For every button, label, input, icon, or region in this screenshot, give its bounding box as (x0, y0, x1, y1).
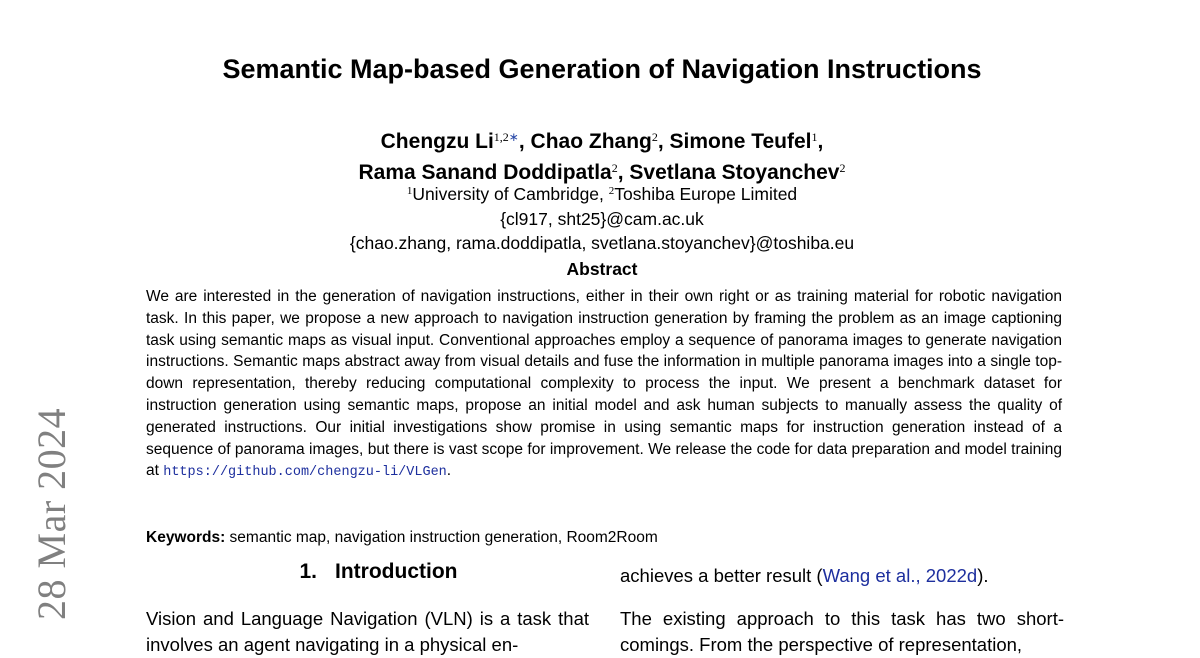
section-heading-introduction (146, 560, 611, 584)
email-toshiba: {chao.zhang, rama.doddipatla, svetlana.stoyanchev}@toshiba.eu (349, 233, 855, 253)
author-name: Chengzu Li (380, 130, 494, 153)
author-name: Svetlana Stoyanchev (629, 161, 840, 184)
paper-title: Semantic Map-based Generation of Navigation Instructions (222, 54, 982, 84)
citation-link[interactable]: Wang et al., 2022d (822, 565, 978, 586)
affiliation-marker: 1 (811, 130, 818, 144)
author-name: Simone Teufel (669, 130, 812, 153)
affiliation-marker: 2 (651, 130, 658, 144)
keywords (146, 529, 658, 547)
section-number: 1. (299, 560, 318, 583)
code-link[interactable]: https://github.com/chengzu-li/VLGen (163, 465, 447, 481)
footnote-marker[interactable]: ∗ (508, 130, 519, 144)
email-cambridge: {cl917, sht25}@cam.ac.uk (500, 208, 704, 229)
author-list: Chengzu $Li^{1,2∗}$, Chao Zhang$^2$, Simone Teufel$^1$, Rama Sanand Doddipatla$^2$, Svetlana Stoyanchev$^2$ (358, 130, 846, 184)
intro-paragraph-left: Vision and Language Navigation (VLN) is a task that involves an agent navigating in a physical en- (146, 608, 589, 655)
right-column-line: achieves a better result (Wang et al., 2022d). (620, 565, 989, 586)
abstract-text: We are interested in the generation of navigation instructions, either in their own right or as training material for robotic navigation task. In this paper, we propose a new approach to navigation instruction generation by framing the problem as an image captioning task using semantic maps as visual input. Conventional approaches employ a sequence of panorama images to generate navigation instructions. Semantic maps abstract away from visual details and fuse the information in multiple panorama images into a single top-down representation, thereby reducing computational complexity to process the input. We present a benchmark dataset for instruction generation using semantic maps, propose an initial model and ask human subjects to manually assess the quality of generated instructions. Our initial investigations show promise in using semantic maps for instruction generation instead of a sequence of panorama images, but there is vast scope for improvement. We release the code for data preparation and model training at (146, 288, 1062, 480)
affiliation-marker: 2 (611, 161, 618, 175)
right-column-paragraph: The existing approach to this task has two short-comings. From the perspective of representation, (620, 608, 1064, 655)
section-title: Introduction (335, 560, 458, 583)
keywords-label: Keywords: (146, 529, 226, 546)
abstract-heading: Abstract (566, 259, 638, 279)
affiliation-line: $^1$University of Cambridge, $^2$Toshiba Europe Limited (406, 184, 798, 204)
arxiv-date-stamp: 28 Mar 2024 (29, 407, 74, 620)
keywords-text: semantic map, navigation instruction generation, Room2Room (225, 529, 658, 546)
abstract-body: We are interested in the generation of navigation instructions, either in their own right or as training material for robotic navigation task. In this paper, we propose a new approach to navigation instruction generation by framing the problem as an image captioning task using semantic maps as visual input. Conventional approaches employ a sequence of panorama images to generate navigation instructions. Semantic maps abstract away from visual details and fuse the information in multiple panorama images into a single top-down representation, thereby reducing computational complexity to process the input. We present a benchmark dataset for instruction generation using semantic maps, propose an initial model and ask human subjects to manually assess the quality of generated instructions. Our initial investigations show promise in using semantic maps for instruction generation instead of a sequence of panorama images, but there is vast scope for improvement. We release the code for data preparation and model training at https://github.com/chengzu-li/VLGen. (146, 288, 1062, 481)
author-name: Chao Zhang (530, 130, 652, 153)
affiliation-marker: 1,2 (493, 130, 509, 144)
affiliation-marker: 2 (839, 161, 846, 175)
author-name: Rama Sanand Doddipatla (358, 161, 612, 184)
affiliations (0, 179, 1200, 256)
